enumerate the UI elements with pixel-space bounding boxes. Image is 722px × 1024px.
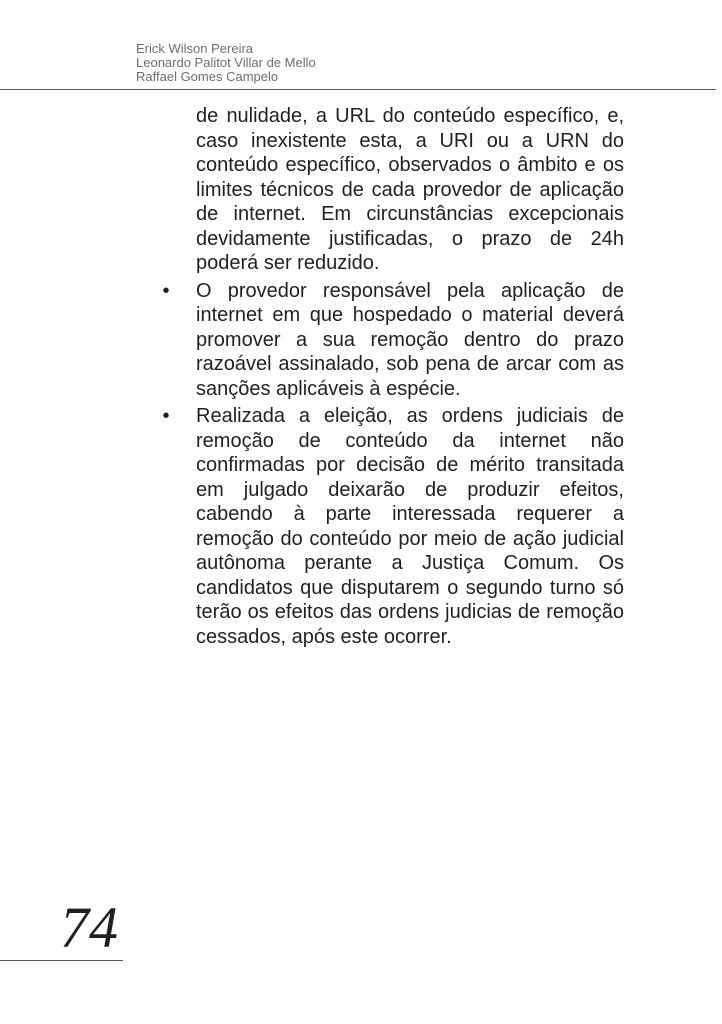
list-item-text: O provedor responsável pela aplicação de internet em que hospedado o material deverá promover a sua remoção dentro do prazo razoável assinalado, sob pena de arcar com as sanções aplicáveis à espécie. — [196, 279, 624, 400]
author-name: Erick Wilson Pereira — [136, 41, 254, 56]
list-item-text: Realizada a eleição, as ordens judiciais de remoção de conteúdo da internet não confirmadas por decisão de mérito transitada em julgado deixarão de produzir efeitos, cabendo à parte interessada requerer a remoção do conteúdo por meio de ação judicial autônoma perante a Justiça Comum. Os candidatos que disputarem o segundo turno só terão os efeitos das ordens judicias de remoção cessados, após este ocorrer. — [196, 405, 624, 648]
continued-paragraph: de nulidade, a URL do conteúdo específico, e, caso inexistente esta, a URI ou a URN do conteúdo específico, observados o âmbito e os limites técnicos de cada provedor de aplicação de internet. Em circunstâncias excepcionais devidamente justificadas, o prazo de 24h poderá ser reduzido. — [196, 105, 624, 274]
footer-divider — [0, 960, 123, 961]
header-divider — [0, 89, 716, 90]
list-item — [162, 279, 624, 402]
author-name: Raffael Gomes Campelo — [136, 69, 279, 84]
running-header — [136, 42, 316, 84]
body-text — [162, 104, 624, 649]
bullet-marker: • — [162, 279, 170, 302]
page-number: 74 — [60, 895, 118, 960]
author-name: Leonardo Palitot Villar de Mello — [136, 55, 316, 70]
bullet-marker: • — [162, 405, 170, 427]
list-item — [162, 404, 624, 649]
